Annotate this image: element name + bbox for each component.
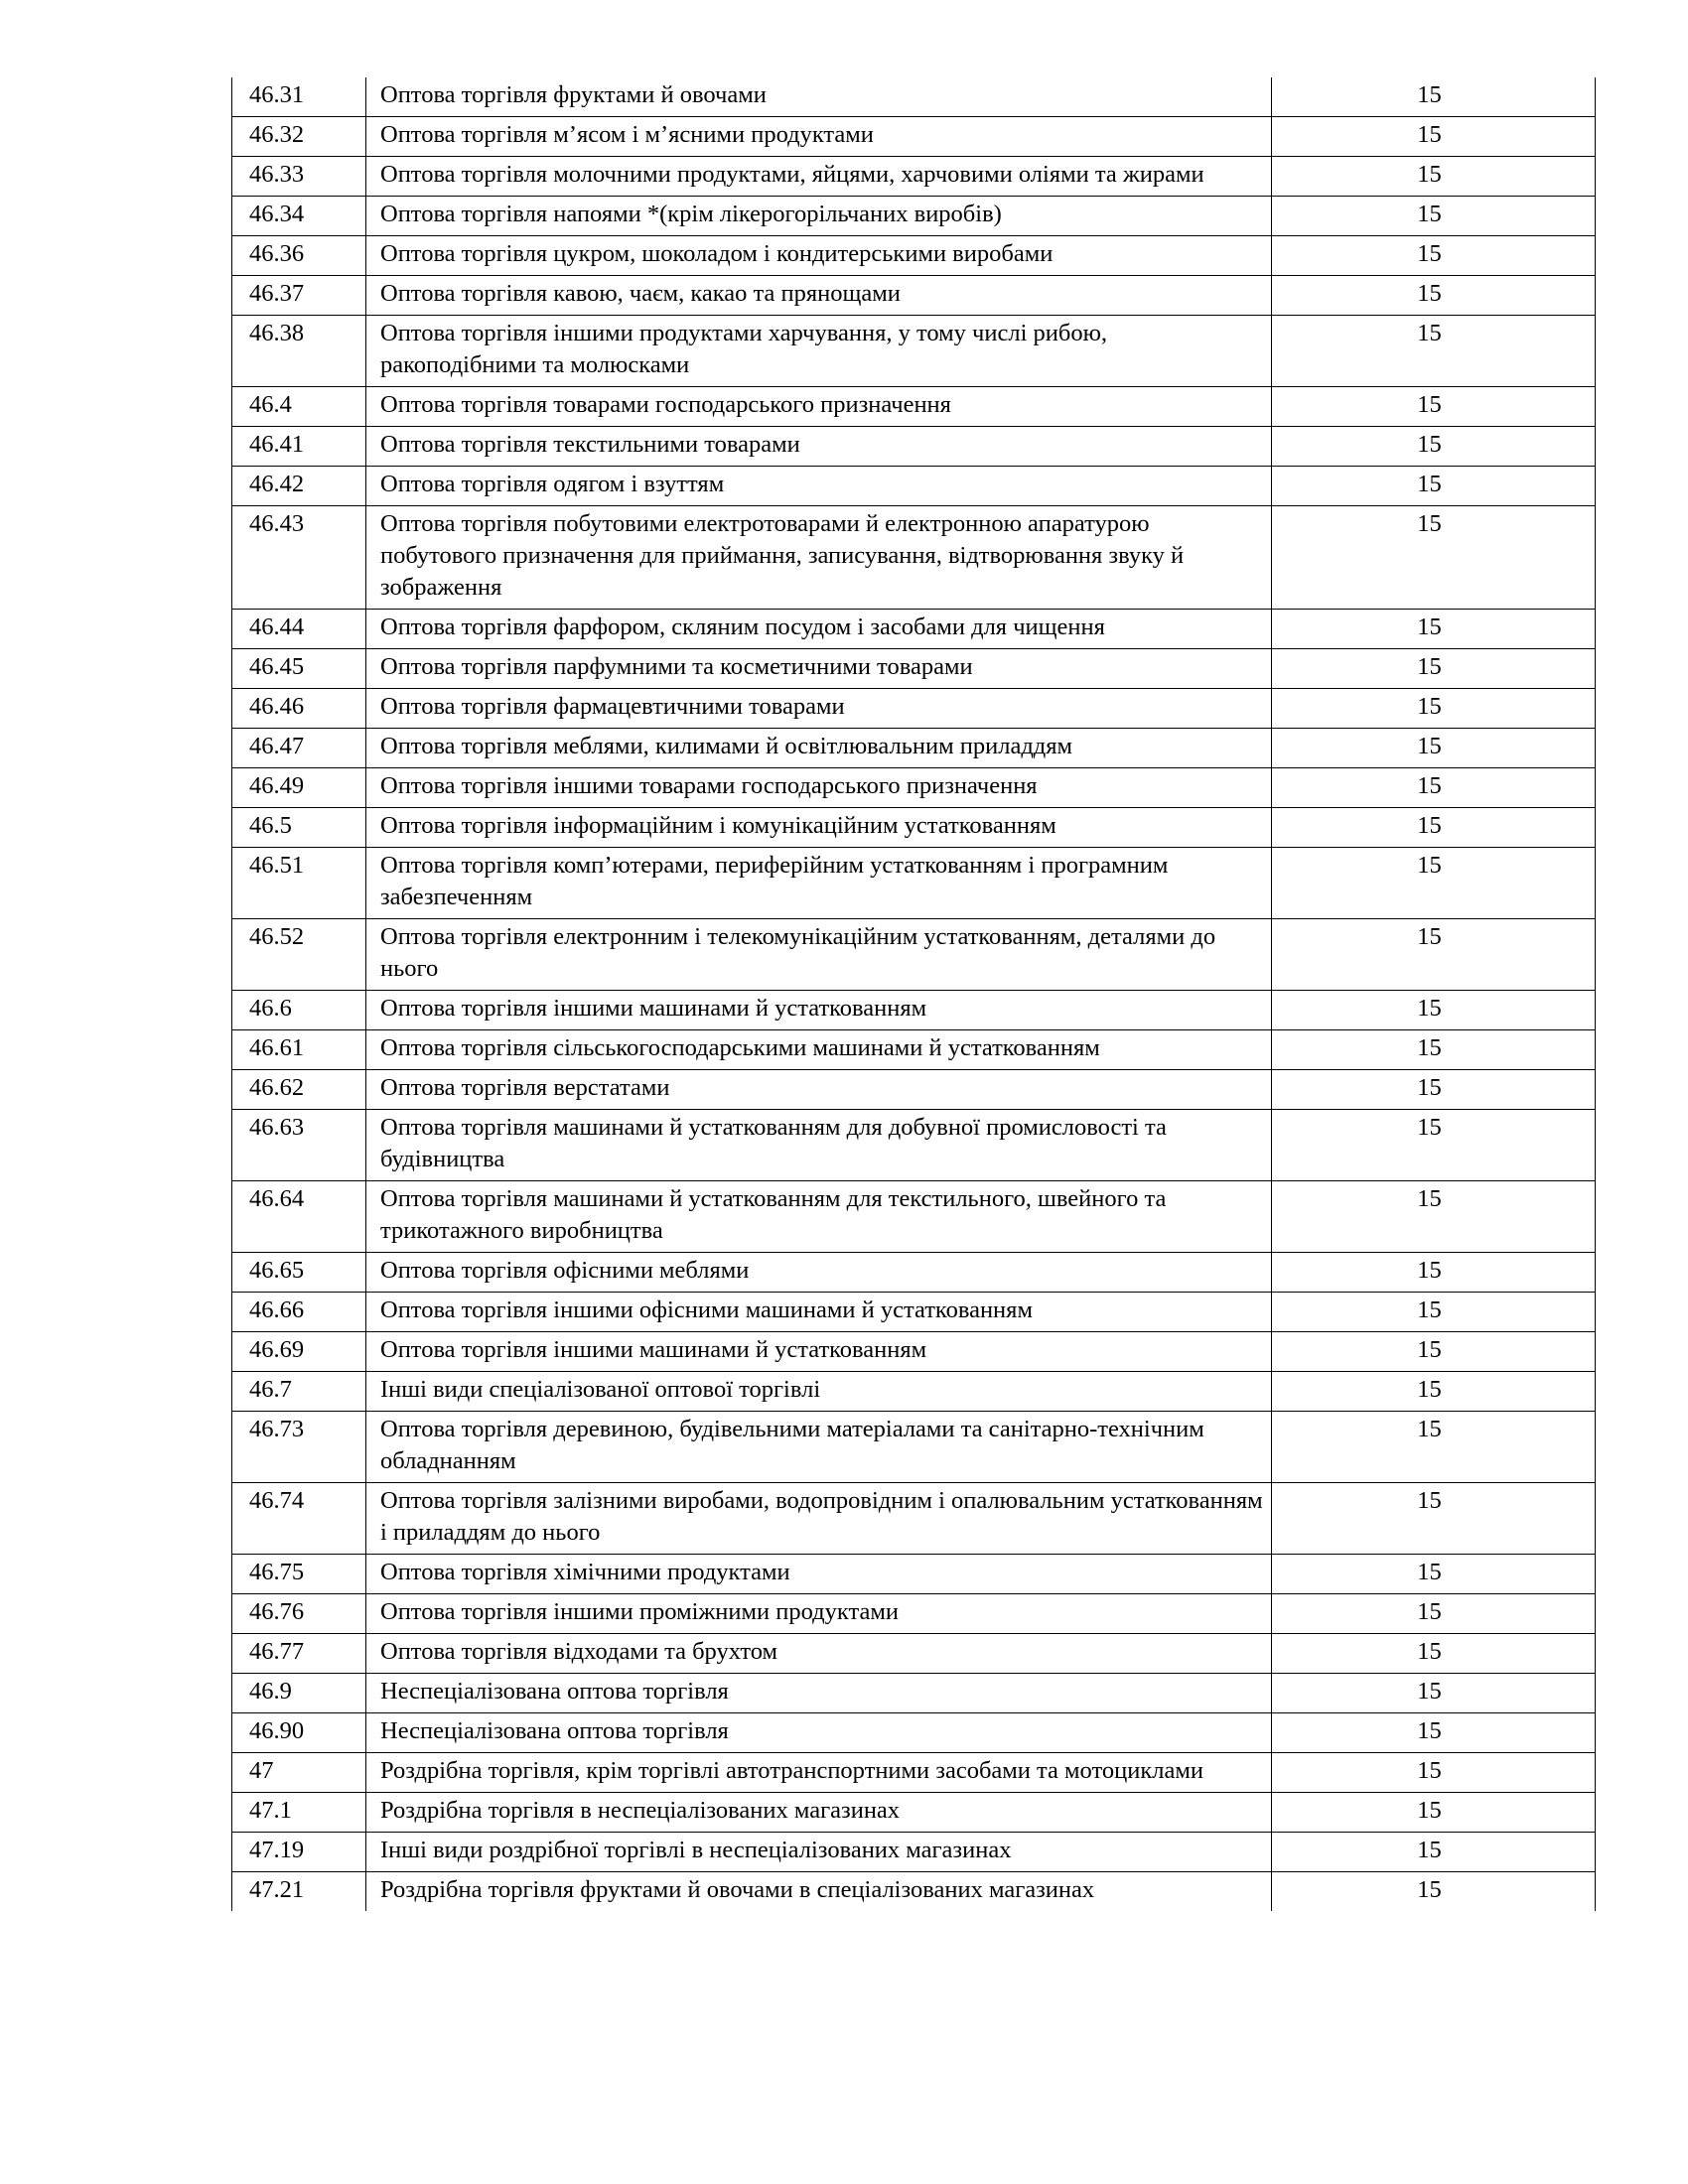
table-row <box>232 808 1596 848</box>
activity-code-cell: 46.62 <box>232 1070 366 1110</box>
table-row <box>232 919 1596 991</box>
activity-name-cell: Оптова торгівля фруктами й овочами <box>366 77 1272 117</box>
table-row <box>232 1634 1596 1674</box>
activity-name-cell: Оптова торгівля машинами й устаткованням для добувної промисловості та будівництва <box>366 1110 1272 1181</box>
activity-name-cell: Неспеціалізована оптова торгівля <box>366 1674 1272 1713</box>
activity-name-cell: Оптова торгівля комп’ютерами, периферійним устаткованням і програмним забезпеченням <box>366 848 1272 919</box>
activity-name-cell: Оптова торгівля залізними виробами, водопровідним і опалювальним устаткованням і приладдям до нього <box>366 1483 1272 1555</box>
activity-name-cell: Інші види спеціалізованої оптової торгівлі <box>366 1372 1272 1412</box>
table-row <box>232 197 1596 236</box>
activity-code-cell: 47.21 <box>232 1872 366 1912</box>
table-row <box>232 1833 1596 1872</box>
activity-table <box>231 77 1596 1911</box>
rate-cell: 15 <box>1272 1372 1596 1412</box>
activity-code-cell: 46.75 <box>232 1555 366 1594</box>
rate-cell: 15 <box>1272 197 1596 236</box>
rate-cell: 15 <box>1272 1634 1596 1674</box>
rate-cell: 15 <box>1272 610 1596 649</box>
activity-code-cell: 46.77 <box>232 1634 366 1674</box>
activity-code-cell: 46.61 <box>232 1030 366 1070</box>
table-row <box>232 1030 1596 1070</box>
activity-code-cell: 46.69 <box>232 1332 366 1372</box>
activity-code-cell: 46.47 <box>232 729 366 768</box>
activity-name-cell: Оптова торгівля парфумними та косметичними товарами <box>366 649 1272 689</box>
table-row <box>232 236 1596 276</box>
table-row <box>232 387 1596 427</box>
rate-cell: 15 <box>1272 1110 1596 1181</box>
activity-name-cell: Оптова торгівля текстильними товарами <box>366 427 1272 467</box>
activity-name-cell: Оптова торгівля кавою, чаєм, какао та прянощами <box>366 276 1272 316</box>
table-row <box>232 649 1596 689</box>
table-row <box>232 768 1596 808</box>
activity-code-cell: 47.19 <box>232 1833 366 1872</box>
activity-code-cell: 46.36 <box>232 236 366 276</box>
rate-cell: 15 <box>1272 689 1596 729</box>
table-row <box>232 1753 1596 1793</box>
rate-cell: 15 <box>1272 506 1596 610</box>
rate-cell: 15 <box>1272 1753 1596 1793</box>
rate-cell: 15 <box>1272 316 1596 387</box>
activity-name-cell: Оптова торгівля цукром, шоколадом і кондитерськими виробами <box>366 236 1272 276</box>
activity-code-cell: 46.41 <box>232 427 366 467</box>
activity-name-cell: Оптова торгівля іншими товарами господарського призначення <box>366 768 1272 808</box>
rate-cell: 15 <box>1272 157 1596 197</box>
activity-name-cell: Оптова торгівля фармацевтичними товарами <box>366 689 1272 729</box>
activity-name-cell: Оптова торгівля електронним і телекомунікаційним устаткованням, деталями до нього <box>366 919 1272 991</box>
activity-name-cell: Оптова торгівля іншими машинами й устаткованням <box>366 991 1272 1030</box>
activity-code-cell: 46.6 <box>232 991 366 1030</box>
table-row <box>232 1412 1596 1483</box>
rate-cell: 15 <box>1272 848 1596 919</box>
table-row <box>232 467 1596 506</box>
table-row <box>232 427 1596 467</box>
activity-code-cell: 46.42 <box>232 467 366 506</box>
activity-code-cell: 47 <box>232 1753 366 1793</box>
rate-cell: 15 <box>1272 276 1596 316</box>
rate-cell: 15 <box>1272 1181 1596 1253</box>
activity-code-cell: 46.49 <box>232 768 366 808</box>
rate-cell: 15 <box>1272 1253 1596 1293</box>
table-row <box>232 1555 1596 1594</box>
rate-cell: 15 <box>1272 1833 1596 1872</box>
activity-name-cell: Оптова торгівля сільськогосподарськими машинами й устаткованням <box>366 1030 1272 1070</box>
activity-code-cell: 46.43 <box>232 506 366 610</box>
activity-name-cell: Роздрібна торгівля фруктами й овочами в спеціалізованих магазинах <box>366 1872 1272 1912</box>
activity-name-cell: Оптова торгівля фарфором, скляним посудом і засобами для чищення <box>366 610 1272 649</box>
table-row <box>232 157 1596 197</box>
activity-code-cell: 46.33 <box>232 157 366 197</box>
activity-code-cell: 46.73 <box>232 1412 366 1483</box>
table-row <box>232 1713 1596 1753</box>
activity-name-cell: Оптова торгівля іншими проміжними продуктами <box>366 1594 1272 1634</box>
activity-code-cell: 46.32 <box>232 117 366 157</box>
activity-code-cell: 46.76 <box>232 1594 366 1634</box>
activity-name-cell: Оптова торгівля молочними продуктами, яйцями, харчовими оліями та жирами <box>366 157 1272 197</box>
activity-name-cell: Оптова торгівля м’ясом і м’ясними продуктами <box>366 117 1272 157</box>
rate-cell: 15 <box>1272 117 1596 157</box>
activity-code-cell: 46.46 <box>232 689 366 729</box>
rate-cell: 15 <box>1272 1793 1596 1833</box>
activity-name-cell: Оптова торгівля іншими машинами й устаткованням <box>366 1332 1272 1372</box>
table-row <box>232 848 1596 919</box>
activity-code-cell: 46.64 <box>232 1181 366 1253</box>
activity-name-cell: Оптова торгівля офісними меблями <box>366 1253 1272 1293</box>
table-row <box>232 117 1596 157</box>
rate-cell: 15 <box>1272 919 1596 991</box>
rate-cell: 15 <box>1272 729 1596 768</box>
activity-code-cell: 46.7 <box>232 1372 366 1412</box>
activity-code-cell: 46.5 <box>232 808 366 848</box>
table-row <box>232 1372 1596 1412</box>
table-row <box>232 1793 1596 1833</box>
activity-code-cell: 46.37 <box>232 276 366 316</box>
rate-cell: 15 <box>1272 387 1596 427</box>
table-row <box>232 1181 1596 1253</box>
activity-name-cell: Оптова торгівля верстатами <box>366 1070 1272 1110</box>
activity-name-cell: Оптова торгівля інформаційним і комунікаційним устаткованням <box>366 808 1272 848</box>
rate-cell: 15 <box>1272 427 1596 467</box>
activity-table-body <box>232 77 1596 1911</box>
rate-cell: 15 <box>1272 1412 1596 1483</box>
activity-name-cell: Оптова торгівля іншими офісними машинами й устаткованням <box>366 1293 1272 1332</box>
activity-name-cell: Оптова торгівля одягом і взуттям <box>366 467 1272 506</box>
activity-code-cell: 46.74 <box>232 1483 366 1555</box>
activity-name-cell: Неспеціалізована оптова торгівля <box>366 1713 1272 1753</box>
activity-code-cell: 46.31 <box>232 77 366 117</box>
rate-cell: 15 <box>1272 467 1596 506</box>
activity-name-cell: Оптова торгівля побутовими електротоварами й електронною апаратурою побутового призначення для приймання, записування, відтворювання звуку й зображення <box>366 506 1272 610</box>
table-row <box>232 689 1596 729</box>
rate-cell: 15 <box>1272 1070 1596 1110</box>
table-row <box>232 1070 1596 1110</box>
rate-cell: 15 <box>1272 649 1596 689</box>
rate-cell: 15 <box>1272 1872 1596 1912</box>
rate-cell: 15 <box>1272 1293 1596 1332</box>
activity-name-cell: Оптова торгівля напоями *(крім лікерогорільчаних виробів) <box>366 197 1272 236</box>
table-row <box>232 1483 1596 1555</box>
activity-code-cell: 46.66 <box>232 1293 366 1332</box>
activity-code-cell: 46.4 <box>232 387 366 427</box>
activity-code-cell: 46.45 <box>232 649 366 689</box>
activity-name-cell: Оптова торгівля відходами та брухтом <box>366 1634 1272 1674</box>
activity-code-cell: 46.9 <box>232 1674 366 1713</box>
rate-cell: 15 <box>1272 77 1596 117</box>
rate-cell: 15 <box>1272 1594 1596 1634</box>
rate-cell: 15 <box>1272 1555 1596 1594</box>
table-row <box>232 316 1596 387</box>
activity-name-cell: Оптова торгівля товарами господарського призначення <box>366 387 1272 427</box>
table-row <box>232 991 1596 1030</box>
table-row <box>232 506 1596 610</box>
activity-name-cell: Оптова торгівля хімічними продуктами <box>366 1555 1272 1594</box>
rate-cell: 15 <box>1272 1483 1596 1555</box>
activity-code-cell: 46.44 <box>232 610 366 649</box>
activity-code-cell: 46.90 <box>232 1713 366 1753</box>
table-row <box>232 1110 1596 1181</box>
rate-cell: 15 <box>1272 236 1596 276</box>
table-row <box>232 729 1596 768</box>
rate-cell: 15 <box>1272 768 1596 808</box>
activity-name-cell: Оптова торгівля меблями, килимами й освітлювальним приладдям <box>366 729 1272 768</box>
activity-code-cell: 47.1 <box>232 1793 366 1833</box>
activity-name-cell: Оптова торгівля машинами й устаткованням для текстильного, швейного та трикотажного виробництва <box>366 1181 1272 1253</box>
rate-cell: 15 <box>1272 808 1596 848</box>
table-row <box>232 1332 1596 1372</box>
rate-cell: 15 <box>1272 1030 1596 1070</box>
activity-name-cell: Роздрібна торгівля, крім торгівлі автотранспортними засобами та мотоциклами <box>366 1753 1272 1793</box>
activity-name-cell: Роздрібна торгівля в неспеціалізованих магазинах <box>366 1793 1272 1833</box>
activity-name-cell: Оптова торгівля іншими продуктами харчування, у тому числі рибою, ракоподібними та молюсками <box>366 316 1272 387</box>
rate-cell: 15 <box>1272 1713 1596 1753</box>
rate-cell: 15 <box>1272 1332 1596 1372</box>
table-row <box>232 276 1596 316</box>
activity-name-cell: Інші види роздрібної торгівлі в неспеціалізованих магазинах <box>366 1833 1272 1872</box>
activity-code-cell: 46.63 <box>232 1110 366 1181</box>
rate-cell: 15 <box>1272 991 1596 1030</box>
activity-code-cell: 46.34 <box>232 197 366 236</box>
activity-code-cell: 46.52 <box>232 919 366 991</box>
table-row <box>232 77 1596 117</box>
table-row <box>232 1674 1596 1713</box>
activity-code-cell: 46.51 <box>232 848 366 919</box>
rate-cell: 15 <box>1272 1674 1596 1713</box>
table-row <box>232 610 1596 649</box>
table-row <box>232 1253 1596 1293</box>
activity-code-cell: 46.38 <box>232 316 366 387</box>
activity-name-cell: Оптова торгівля деревиною, будівельними матеріалами та санітарно-технічним обладнанням <box>366 1412 1272 1483</box>
table-row <box>232 1293 1596 1332</box>
table-row <box>232 1872 1596 1912</box>
table-row <box>232 1594 1596 1634</box>
activity-code-cell: 46.65 <box>232 1253 366 1293</box>
